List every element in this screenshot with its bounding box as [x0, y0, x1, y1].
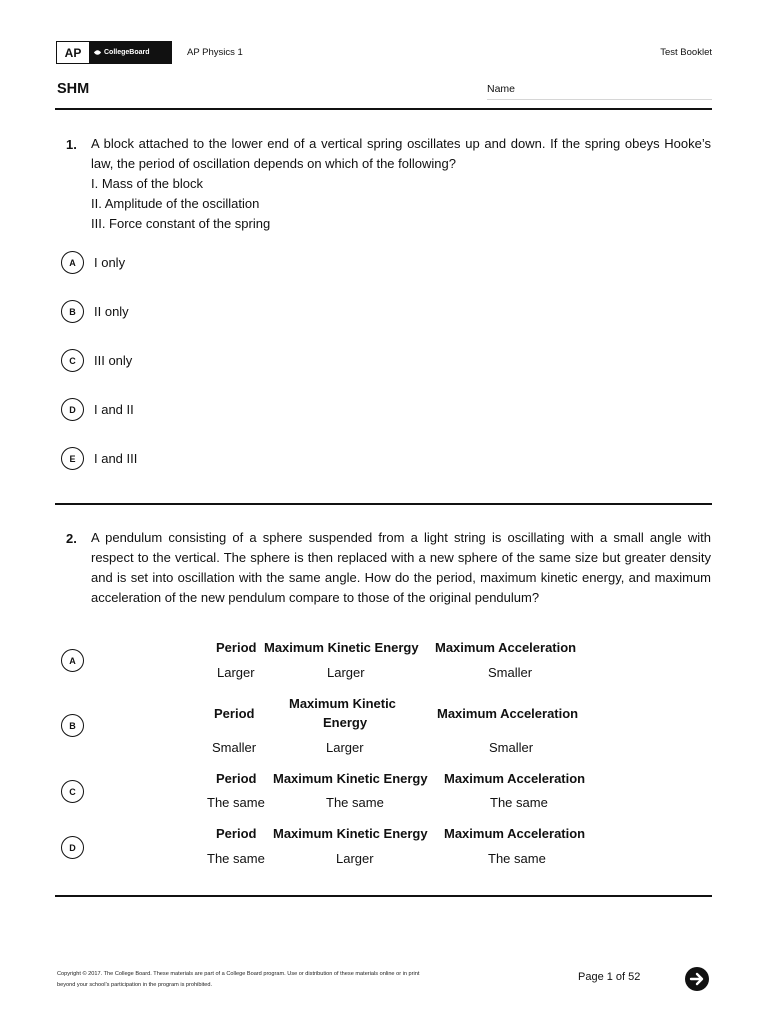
value-period: Larger [217, 665, 255, 680]
choice-text: I only [94, 255, 126, 270]
value-period: The same [207, 851, 265, 866]
ap-collegeboard-logo [56, 41, 172, 64]
choice-bubble[interactable]: D [61, 398, 84, 421]
header-period: Period [216, 826, 257, 841]
q1-choice-c[interactable] [61, 349, 132, 372]
copyright-line: Copyright © 2017. The College Board. These materials are part of a College Board program. Use or distribution of these materials online or in print [57, 971, 420, 977]
booklet-label: Test Booklet [660, 47, 712, 58]
choice-bubble[interactable]: C [61, 780, 84, 803]
logo-ap-text: AP [57, 42, 89, 63]
header-max-accel: Maximum Acceleration [435, 640, 577, 655]
choice-text: II only [94, 304, 129, 319]
header-max-ke-line2: Energy [323, 715, 368, 730]
header-period: Period [214, 706, 255, 721]
value-max-ke: Larger [336, 851, 374, 866]
choice-bubble[interactable]: D [61, 836, 84, 859]
q2-number: 2. [66, 531, 77, 546]
value-max-ke: Larger [326, 740, 364, 755]
header-max-ke: Maximum Kinetic Energy [264, 640, 419, 655]
topic-title: SHM [57, 81, 90, 97]
value-max-ke: The same [326, 795, 384, 810]
q1-item: III. Force constant of the spring [91, 216, 271, 231]
header-period: Period [216, 771, 257, 786]
value-max-accel: The same [490, 795, 548, 810]
q1-choice-e[interactable] [61, 447, 137, 470]
value-max-accel: Smaller [489, 740, 534, 755]
value-max-accel: The same [488, 851, 546, 866]
header-max-ke: Maximum Kinetic Energy [273, 771, 428, 786]
header-max-accel: Maximum Acceleration [444, 771, 586, 786]
question-divider [55, 503, 712, 505]
q1-choice-d[interactable] [61, 398, 134, 421]
choice-bubble[interactable]: E [61, 447, 84, 470]
q1-choice-a[interactable] [61, 251, 125, 274]
value-period: Smaller [212, 740, 257, 755]
next-page-button[interactable] [685, 967, 709, 991]
logo-cb-text: CollegeBoard [104, 49, 150, 56]
logo-collegeboard [89, 42, 171, 63]
choice-text: I and II [94, 402, 134, 417]
header-period: Period [216, 640, 257, 655]
header-max-ke: Maximum Kinetic Energy [273, 826, 428, 841]
value-max-ke: Larger [327, 665, 365, 680]
value-period: The same [207, 795, 265, 810]
q1-text [91, 134, 711, 234]
q2-choice-d[interactable] [61, 836, 84, 859]
q2-choice-b[interactable] [61, 714, 84, 737]
copyright-line: beyond your school’s participation in the program is prohibited. [57, 982, 213, 988]
acorn-icon [93, 48, 102, 57]
q1-stem: A block attached to the lower end of a vertical spring oscillates up and down. If the spring obeys Hooke’s law, the period of oscillation depends on which of the following? [91, 136, 711, 171]
q2-choice-c[interactable] [61, 780, 84, 803]
header-max-accel: Maximum Acceleration [437, 706, 579, 721]
choice-bubble[interactable]: B [61, 714, 84, 737]
name-field[interactable] [487, 99, 712, 100]
choice-bubble[interactable]: A [61, 251, 84, 274]
choice-text: III only [94, 353, 133, 368]
header-max-accel: Maximum Acceleration [444, 826, 586, 841]
q1-number: 1. [66, 137, 77, 152]
choice-bubble[interactable]: C [61, 349, 84, 372]
copyright-notice [57, 969, 517, 991]
q1-item: II. Amplitude of the oscillation [91, 196, 260, 211]
course-title: AP Physics 1 [187, 47, 243, 58]
page-indicator: Page 1 of 52 [578, 971, 641, 983]
q1-choice-b[interactable] [61, 300, 129, 323]
name-label: Name [487, 83, 516, 95]
header-max-ke-line1: Maximum Kinetic [289, 696, 396, 711]
q1-item: I. Mass of the block [91, 176, 203, 191]
question-divider [55, 895, 712, 897]
choice-text: I and III [94, 451, 138, 466]
q2-text: A pendulum consisting of a sphere suspended from a light string is oscillating with a small angle with respect to the vertical. The sphere is then replaced with a new sphere of the same size but greater density and is set into oscillation with the same angle. How do the period, maximum kinetic energy, and maximum acceleration of the new pendulum compare to those of the original pendulum? [91, 530, 711, 605]
choice-bubble[interactable]: B [61, 300, 84, 323]
q2-choice-a[interactable] [61, 649, 84, 672]
arrow-right-icon [689, 971, 705, 987]
header-divider [55, 108, 712, 110]
choice-bubble[interactable]: A [61, 649, 84, 672]
value-max-accel: Smaller [488, 665, 533, 680]
